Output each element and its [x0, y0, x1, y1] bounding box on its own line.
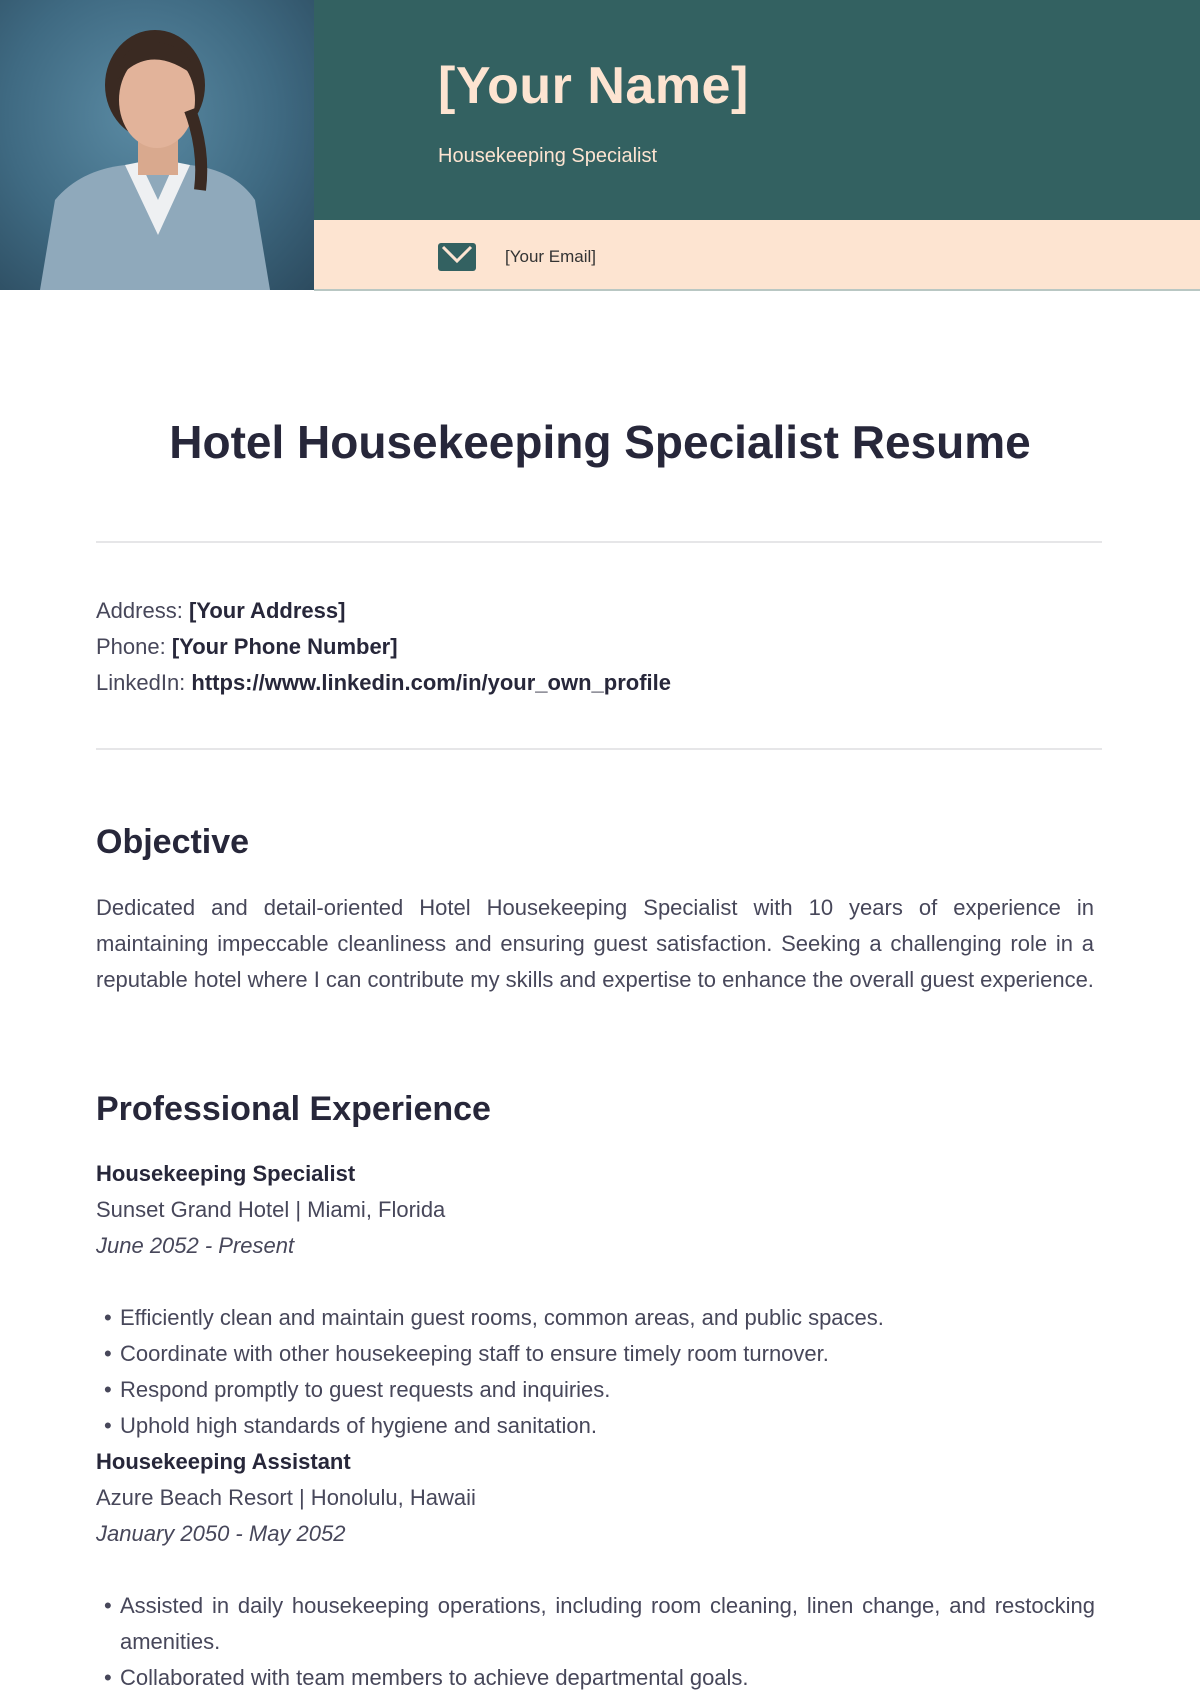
job-company: Azure Beach Resort | Honolulu, Hawaii	[96, 1485, 476, 1510]
address-label: Address:	[96, 598, 183, 623]
bullet-item: • Collaborated with team members to achieve departmental goals.	[96, 1660, 1095, 1696]
job-company: Sunset Grand Hotel | Miami, Florida	[96, 1197, 446, 1222]
objective-text: Dedicated and detail-oriented Hotel Housekeeping Specialist with 10 years of experience in maintaining impeccable cleanliness and ensuring guest satisfaction. Seeking a challenging role in a reputable hotel where I can contribute my skills and expertise to enhance the overall guest experience.	[96, 895, 1094, 992]
job-dates: June 2052 - Present	[96, 1233, 295, 1258]
bullet-item: • Respond promptly to guest requests and inquiries.	[96, 1372, 1095, 1408]
address-line	[96, 598, 345, 624]
job-title: Housekeeping Specialist	[96, 1161, 356, 1186]
linkedin-line	[96, 670, 671, 696]
phone-value: [Your Phone Number]	[171, 634, 398, 659]
job-bullets	[96, 1588, 1095, 1696]
linkedin-label: LinkedIn:	[96, 670, 186, 695]
candidate-name: [Your Name]	[438, 57, 749, 115]
phone-label: Phone:	[96, 634, 166, 659]
email-icon	[438, 243, 476, 271]
address-value: [Your Address]	[188, 598, 346, 623]
bullet-item: • Uphold high standards of hygiene and sanitation.	[96, 1408, 1095, 1444]
experience-heading: Professional Experience	[96, 1090, 491, 1128]
candidate-role: Housekeeping Specialist	[438, 145, 658, 167]
job-title: Housekeeping Assistant	[96, 1449, 351, 1474]
email-text: [Your Email]	[505, 247, 597, 266]
job-dates: January 2050 - May 2052	[96, 1521, 346, 1546]
bullet-item: • Coordinate with other housekeeping staff to ensure timely room turnover.	[96, 1336, 1095, 1372]
divider	[96, 541, 1102, 543]
linkedin-link[interactable]: https://www.linkedin.com/in/your_own_profile	[191, 670, 671, 695]
job-entry	[96, 1156, 1095, 1696]
job-bullets	[96, 1300, 1095, 1444]
objective-heading: Objective	[96, 823, 250, 861]
bullet-item: • Assisted in daily housekeeping operations, including room cleaning, linen change, and restocking amenities.	[96, 1588, 1095, 1660]
profile-photo	[0, 0, 314, 290]
document-title: Hotel Housekeeping Specialist Resume	[169, 416, 1031, 468]
phone-line	[96, 634, 398, 660]
bullet-item: • Efficiently clean and maintain guest rooms, common areas, and public spaces.	[96, 1300, 1095, 1336]
divider	[96, 748, 1102, 750]
